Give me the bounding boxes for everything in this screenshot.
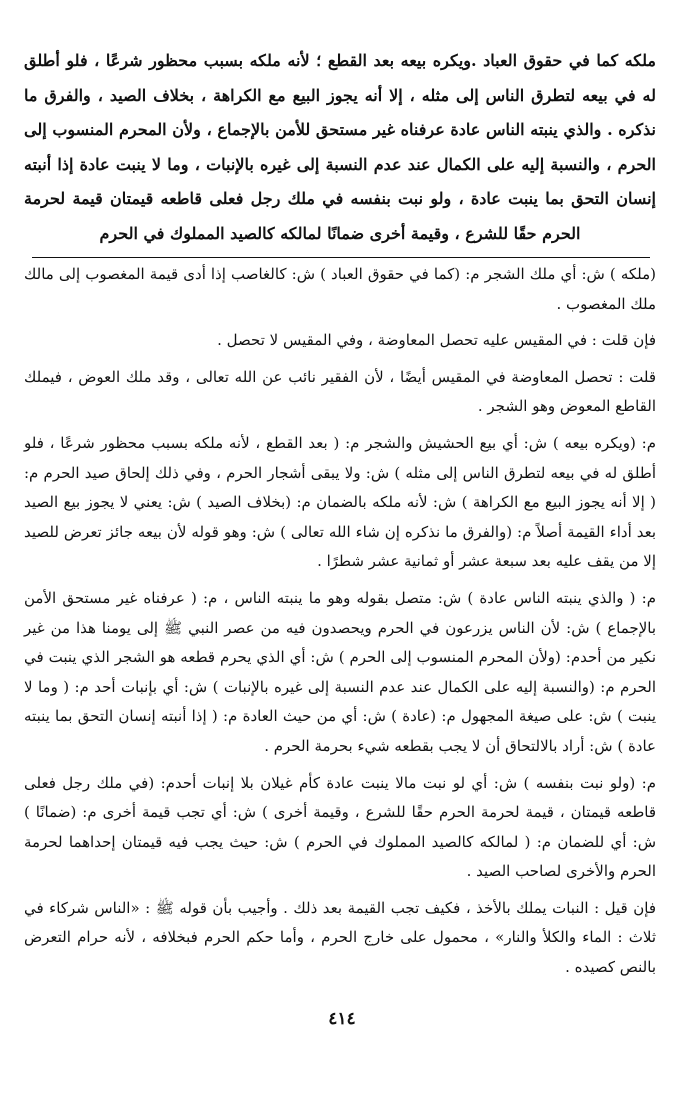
commentary bbox=[24, 260, 656, 983]
commentary-paragraph: م: (ولو نبت بنفسه ) ش: أي لو نبت مالا ينبت عادة كأم غيلان بلا إنبات أحدم: (في ملك رجل فعلى قاطعه قيمتان ، قيمة لحرمة الحرم حقًا للشرع ، وقيمة أخرى ) ش: أي تجب قيمة أخرى م: (ضمانًا ) ش: أي للضمان م: ( لمالكه كالصيد المملوك في الحرم ) ش: حيث يجب فيه قيمتان إحداهما لحرمة الحرم والأخرى لصاحب الصيد . bbox=[24, 773, 656, 881]
commentary-paragraph: (ملكه ) ش: أي ملك الشجر م: (كما في حقوق العباد ) ش: كالغاصب إذا أدى قيمة المغصوب إلى مالك ملك المغصوب . bbox=[24, 265, 656, 313]
commentary-paragraph: قلت : تحصل المعاوضة في المقيس أيضًا ، لأن الفقير نائب عن الله تعالى ، وقد ملك العوض ، فيملك القاطع المعوض وهو الشجر . bbox=[24, 367, 656, 416]
commentary-paragraph: فإن قيل : النبات يملك بالأخذ ، فكيف تجب القيمة بعد ذلك . وأجيب بأن قوله ﷺ : «الناس شركاء في ثلاث : الماء والكلأ والنار» ، محمول على خارج الحرم ، وأما حكم الحرم فبخلافه ، لأنه حرام التعرض بالنص كصيده . bbox=[24, 898, 656, 977]
text-divider bbox=[32, 257, 650, 258]
main-text: ملكه كما في حقوق العباد .ويكره بيعه بعد القطع ؛ لأنه ملكه بسبب محظور شرعًا ، فلو أطلق له في بيعه لتطرق الناس إلى مثله ، إلا أنه يجوز البيع مع الكراهة ، بخلاف الصيد ، والفرق ما نذكره . والذي ينبته الناس عادة عرفناه غير مستحق للأمن بالإجماع ، ولأن المحرم المنسوب إلى الحرم ، والنسبة إليه على الكمال عند عدم النسبة إلى غيره بالإنبات ، وما لا ينبت عادة إذا أنبته إنسان التحق بما ينبت عادة ، ولو نبت بنفسه في ملك رجل فعلى قاطعه قيمتان قيمة لحرمة الحرم حقًا للشرع ، وقيمة أخرى ضمانًا لمالكه كالصيد المملوك في الحرم bbox=[24, 51, 656, 243]
commentary-paragraph: م: ( والذي ينبته الناس عادة ) ش: متصل بقوله وهو ما ينبته الناس ، م: ( عرفناه غير مستحق الأمن بالإجماع ) ش: لأن الناس يزرعون في الحرم ويحصدون فيه من عصر النبي ﷺ إلى يومنا هذا من غير نكير من أحدم: (ولأن المحرم المنسوب إلى الحرم ) ش: أي الذي يحرم قطعه هو الشجر الذي ينبت في الحرم م: (والنسبة إليه على الكمال عند عدم النسبة إلى غيره بالإنبات ) ش: أي بإنبات أحد م: ( وما لا ينبت ) ش: على صيغة المجهول م: (عادة ) ش: أي من حيث العادة م: ( إذا أنبته إنسان التحق بما ينبته عادة ) ش: أراد بالالتحاق أن لا يجب بقطعه شيء بحرمة الحرم . bbox=[24, 588, 656, 755]
commentary-paragraph: م: (ويكره بيعه ) ش: أي بيع الحشيش والشجر م: ( بعد القطع ، لأنه ملكه بسبب محظور شرعًا ، فلو أطلق له في بيعه لتطرق الناس إلى مثله ) ش: ولا يبقى أشجار الحرم ، وفي ذلك إلحاق صيد الحرم م: ( إلا أنه يجوز البيع مع الكراهة ) ش: لأنه ملكه بالضمان م: (بخلاف الصيد ) ش: يعني لا يجوز بيع الصيد بعد أداء القيمة أصلاً م: (والفرق ما نذكره إن شاء الله تعالى ) ش: وهو قوله لأن بيعه جائز تعرض للصيد إلا من يقف عليه بعد سبعة عشر أو ثمانية عشر شطرًا . bbox=[24, 433, 656, 571]
page-number: ٤١٤ bbox=[328, 1009, 356, 1029]
commentary-paragraph: فإن قلت : في المقيس عليه تحصل المعاوضة ، وفي المقيس لا تحصل . bbox=[217, 331, 656, 350]
